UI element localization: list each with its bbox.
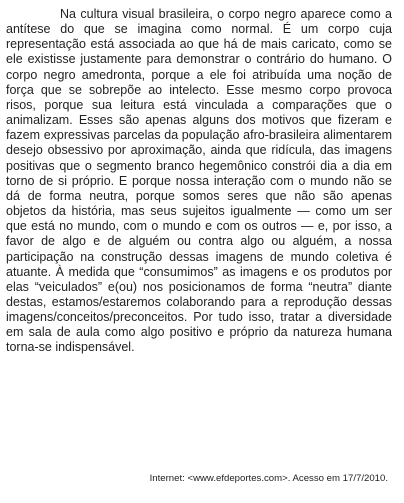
article-text bbox=[6, 7, 392, 356]
source-citation: Internet: <www.efdeportes.com>. Acesso em 17/7/2010. bbox=[149, 473, 388, 484]
article-paragraph: Na cultura visual brasileira, o corpo negro aparece como a antítese do que se imagina como normal. É um corpo cuja representação está associada ao que há de mais caricato, como se ele existisse justamente para demonstrar o contrário do humano. O corpo negro amedronta, porque a ele foi atribuída uma noção de força que se sobrepõe ao intelecto. Esse mesmo corpo provoca risos, porque sua leitura está vinculada a comparações que o animalizam. Esses são apenas alguns dos motivos que fizeram e fazem expressivas parcelas da população afro-brasileira alimentarem desejo obsessivo por aproximação, ainda que ridícula, das imagens positivas que o segmento branco hegemônico constrói dia a dia em torno de si próprio. E porque nossa interação com o mundo não se dá de forma neutra, porque somos seres que não são apenas objetos da história, mas seus sujeitos igualmente — como um ser que está no mundo, com o mundo e com os outros — e, por isso, a favor de algo e de alguém ou contra algo ou alguém, a nossa participação na construção dessas imagens de mundo coletiva é atuante. À medida que “consumimos” as imagens e os produtos por elas “veiculados” e(ou) nos posicionamos de forma “neutra” diante destas, estamos/estaremos colaborando para a reprodução dessas imagens/conceitos/preconceitos. Por tudo isso, tratar a diversidade em sala de aula como algo positivo e próprio da natureza humana torna-se indispensável. bbox=[6, 7, 392, 355]
